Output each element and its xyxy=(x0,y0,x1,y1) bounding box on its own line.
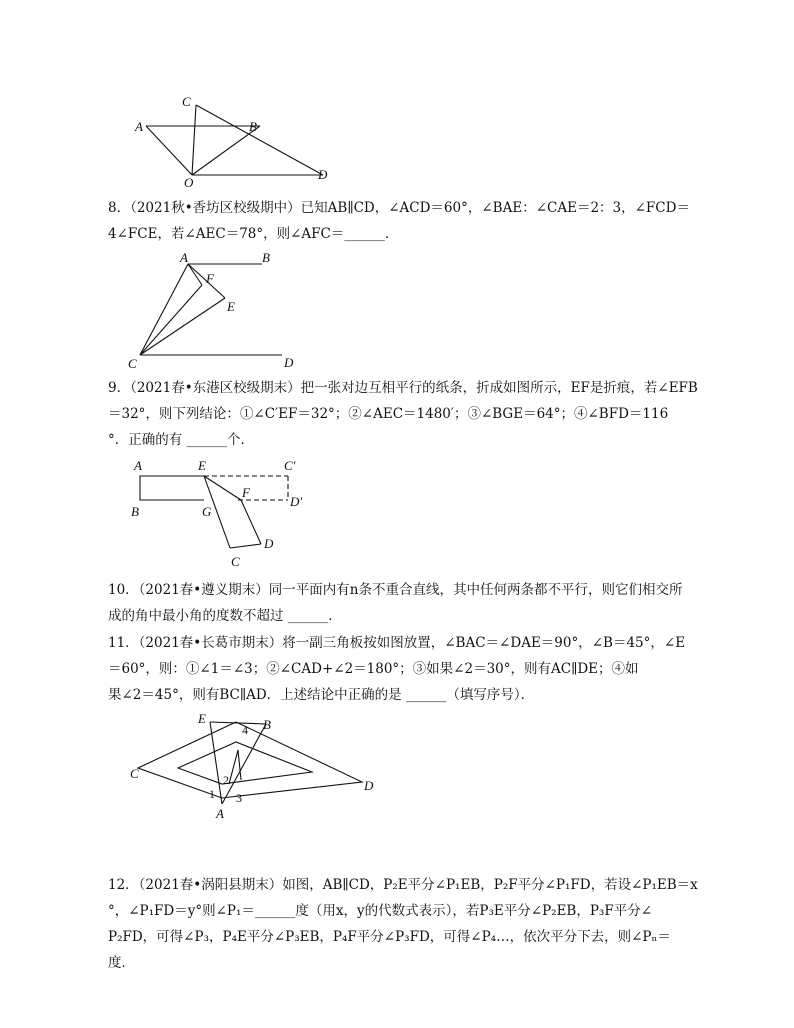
question-9-line-2: ＝32°，则下列结论：①∠C′EF＝32°；②∠AEC＝1480′；③∠BGE＝64°；④∠BFD＝116 xyxy=(108,406,669,422)
figure-q11 xyxy=(126,710,376,822)
question-11-line-2: ＝60°，则：①∠1＝∠3；②∠CAD+∠2＝180°；③如果∠2＝30°，则有AC∥DE；④如 xyxy=(108,661,639,677)
label-4: 4 xyxy=(242,723,248,737)
label-E: E xyxy=(198,458,206,473)
label-C-prime: C′ xyxy=(284,458,296,473)
label-C: C xyxy=(231,554,240,569)
question-9-line-1: 9．（2021春•东港区校级期末）把一张对边互相平行的纸条，折成如图所示，EF是折痕，若∠EFB xyxy=(108,380,698,396)
question-9 xyxy=(108,375,698,453)
question-12-line-1: 12．（2021春•涡阳县期末）如图，AB∥CD，P₂E平分∠P₁EB，P₂F平分∠P₁FD，若设∠P₁EB＝x xyxy=(108,877,698,893)
label-C: C xyxy=(182,94,191,109)
question-11-line-3: 果∠2＝45°，则有BC∥AD．上述结论中正确的是 ______（填写序号）． xyxy=(108,687,535,703)
label-F: F xyxy=(242,485,250,500)
label-1: 1 xyxy=(209,787,215,801)
question-10-line-2: 成的角中最小角的度数不超过 ______． xyxy=(108,608,342,624)
label-B: B xyxy=(131,504,139,519)
label-D: D xyxy=(284,355,294,370)
label-A: A xyxy=(216,806,224,821)
label-E: E xyxy=(198,711,206,726)
figure-q9 xyxy=(126,456,321,572)
label-C: C xyxy=(130,766,139,781)
figure-q7 xyxy=(128,92,338,190)
label-B: B xyxy=(262,250,270,265)
label-F: F xyxy=(206,271,214,286)
label-B: B xyxy=(263,717,271,732)
question-8 xyxy=(108,195,688,247)
label-D: D xyxy=(318,167,328,182)
question-8-line-1: 8．（2021秋•香坊区校级期中）已知AB∥CD，∠ACD＝60°，∠BAE：∠CAE＝2：3，∠FCD＝ xyxy=(108,200,690,216)
label-D-prime: D′ xyxy=(290,494,303,509)
question-12-line-2: °，∠P₁FD＝y°则∠P₁＝______度（用x，y的代数式表示），若P₃E平分∠P₂EB，P₃F平分∠ xyxy=(108,903,653,919)
label-C: C xyxy=(128,356,137,370)
question-12-line-4: 度． xyxy=(108,955,135,971)
question-12 xyxy=(108,872,698,976)
label-2: 2 xyxy=(223,773,229,787)
question-9-line-3: °．正确的有 ______个． xyxy=(108,432,255,448)
label-D: D xyxy=(364,778,374,793)
label-A: A xyxy=(180,250,188,265)
label-A: A xyxy=(135,119,143,134)
label-E: E xyxy=(227,299,235,314)
question-11 xyxy=(108,630,688,708)
question-8-line-2: 4∠FCE，若∠AEC＝78°，则∠AFC＝______． xyxy=(108,226,399,242)
question-10 xyxy=(108,577,688,629)
question-11-line-1: 11．（2021春•长葛市期末）将一副三角板按如图放置，∠BAC＝∠DAE＝90°，∠B＝45°，∠E xyxy=(108,635,686,651)
question-10-line-1: 10．（2021春•遵义期末）同一平面内有n条不重合直线，其中任何两条都不平行，则它们相交所 xyxy=(108,582,683,598)
label-B: B xyxy=(249,119,257,134)
label-D: D xyxy=(264,536,274,551)
question-12-line-3: P₂FD，可得∠P₃，P₄E平分∠P₃EB，P₄F平分∠P₃FD，可得∠P₄…，依次平分下去，则∠Pₙ＝ xyxy=(108,929,671,945)
label-3: 3 xyxy=(236,791,242,805)
label-O: O xyxy=(184,175,194,190)
figure-q8 xyxy=(122,248,307,370)
label-A: A xyxy=(134,458,142,473)
label-G: G xyxy=(202,504,212,519)
